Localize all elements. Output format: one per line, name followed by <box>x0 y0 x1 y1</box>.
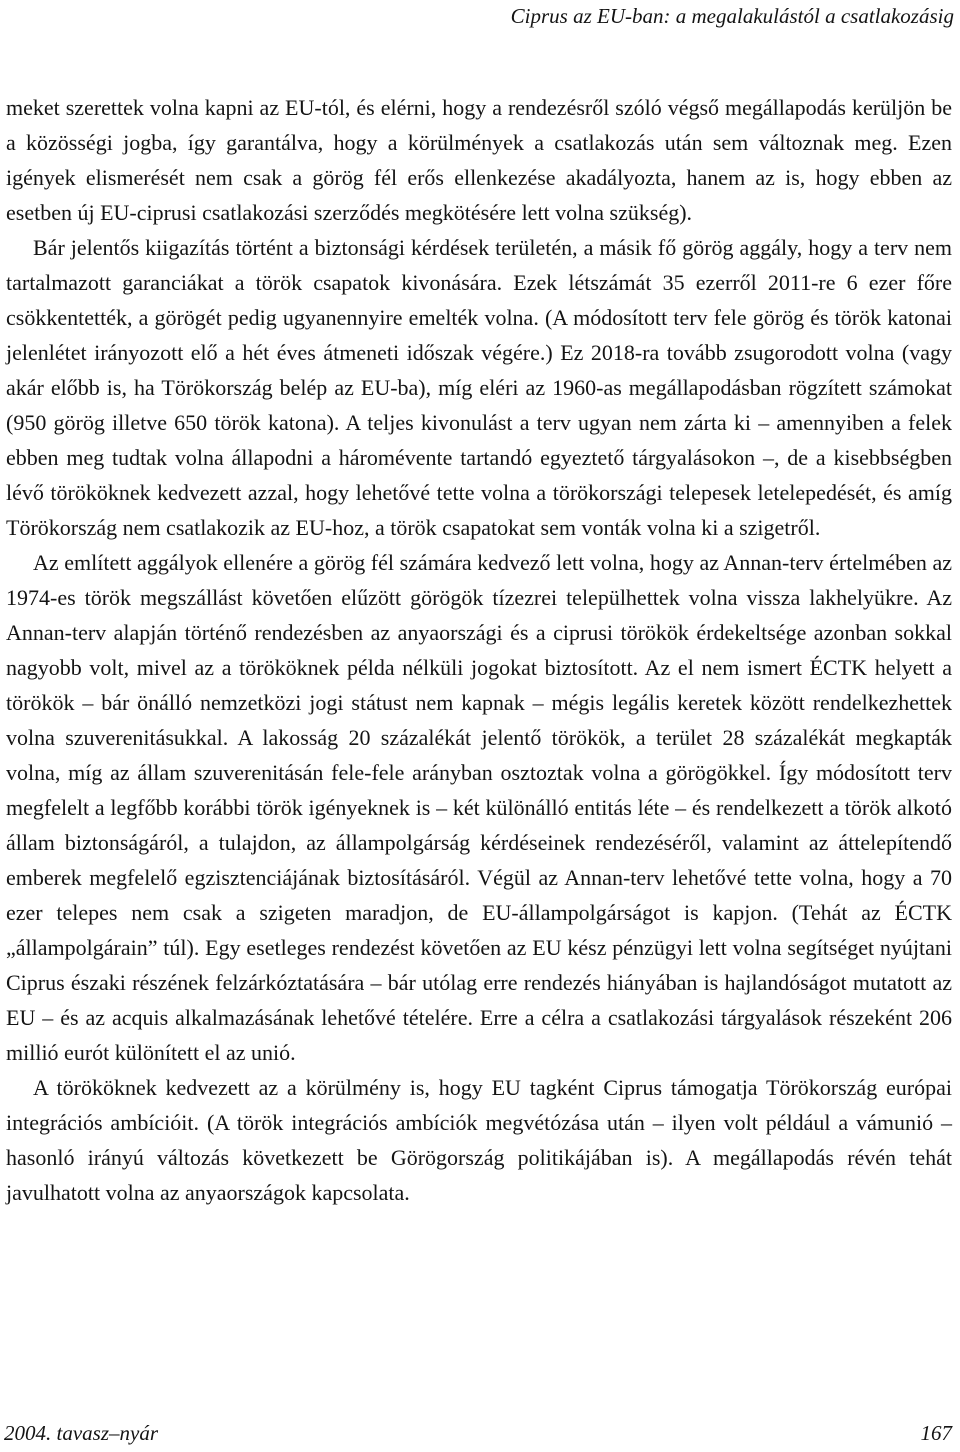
paragraph-continuation: meket szerettek volna kapni az EU-tól, és elérni, hogy a rendezésről szóló végső megállapodás kerüljön be a közösségi jogba, így garantálva, hogy a körülmények a csatlakozás után sem változnak meg. Ezen igények elismerését nem csak a görög fél erős ellenkezése akadályozta, hanem az is, hogy ebben az esetben új EU-ciprusi csatlakozási szerződés megkötésére lett volna szükség). <box>6 95 952 225</box>
paragraph-annan-plan-benefits: Az említett aggályok ellenére a görög fél számára kedvező lett volna, hogy az Annan-terv értelmében az 1974-es török megszállást követően elűzött görögök tízezrei települhettek volna vissza lakhelyükre. Az Annan-terv alapján történő rendezésben az anyaországi és a ciprusi törökök érdekeltsége azonban sokkal nagyobb volt, mivel az a törököknek példa nélküli jogokat biztosított. Az el nem ismert ÉCTK helyett a törökök – bár önálló nemzetközi jogi státust nem kapnak – mégis legális keretek között rendelkezhettek volna szuverenitásukkal. A lakosság 20 százalékát jelentő törökök, a terület 28 százalékát megkapták volna, míg az állam szuverenitásán fele-fele arányban osztoztak volna a görögökkel. Így módosított terv megfelelt a legfőbb korábbi török igényeknek is – két különálló entitás léte – és rendelkezett a török alkotó állam biztonságáról, a tulajdon, az állampolgárság kérdéseinek rendezéséről, valamint az áttelepítendő emberek megfelelő egzisztenciájának biztosításáról. Végül az Annan-terv lehetővé tette volna, hogy a 70 ezer telepes nem csak a szigeten maradjon, de EU-állampolgárságot is kapjon. (Tehát az ÉCTK „állampolgárain” túl). Egy esetleges rendezést követően az EU kész pénzügyi lett volna segítséget nyújtani Ciprus északi részének felzárkóztatására – bár utólag erre rendezés hiányában is hajlandóságot mutatott az EU – és az acquis alkalmazásának lehetővé tételére. Erre a célra a csatlakozási tárgyalások részeként 206 millió eurót különített el az unió. <box>6 550 952 1065</box>
paragraph-security-concerns: Bár jelentős kiigazítás történt a biztonsági kérdések területén, a másik fő görög aggály, hogy a terv nem tartalmazott garanciákat a török csapatok kivonására. Ezek létszámát 35 ezerről 2011-re 6 ezer főre csökkentették, a görögét pedig ugyanennyire emelték volna. (A módosított terv fele görög és török katonai jelenlétet irányozott elő a hét éves átmeneti időszak végére.) Ez 2018-ra tovább zsugorodott volna (vagy akár előbb is, ha Törökország belép az EU-ba), míg eléri az 1960-as megállapodásban rögzített számokat (950 görög illetve 650 török katona). A teljes kivonulást a terv ugyan nem zárta ki – amennyiben a felek ebben meg tudtak volna állapodni a háromévente tartandó egyeztető tárgyalásokon –, de a kisebbségben lévő törököknek kedvezett azzal, hogy lehetővé tette volna a törökországi telepesek letelepedését, és amíg Törökország nem csatlakozik az EU-hoz, a török csapatokat sem vonták volna ki a szigetről. <box>6 235 952 540</box>
issue-label: 2004. tavasz–nyár <box>4 1421 158 1445</box>
body-text <box>6 90 952 1210</box>
running-header-title: Ciprus az EU-ban: a megalakulástól a csatlakozásig <box>510 4 954 28</box>
page-footer <box>4 1418 952 1448</box>
paragraph-turkish-eu-integration: A törököknek kedvezett az a körülmény is, hogy EU tagként Ciprus támogatja Törökország európai integrációs ambícióit. (A török integrációs ambíciók megvétózása után – ilyen volt például a vámunió – hasonló irányú változás következett be Görögország politikájában is). A megállapodás révén tehát javulhatott volna az anyaországok kapcsolata. <box>6 1075 952 1205</box>
page-number: 167 <box>920 1421 952 1445</box>
